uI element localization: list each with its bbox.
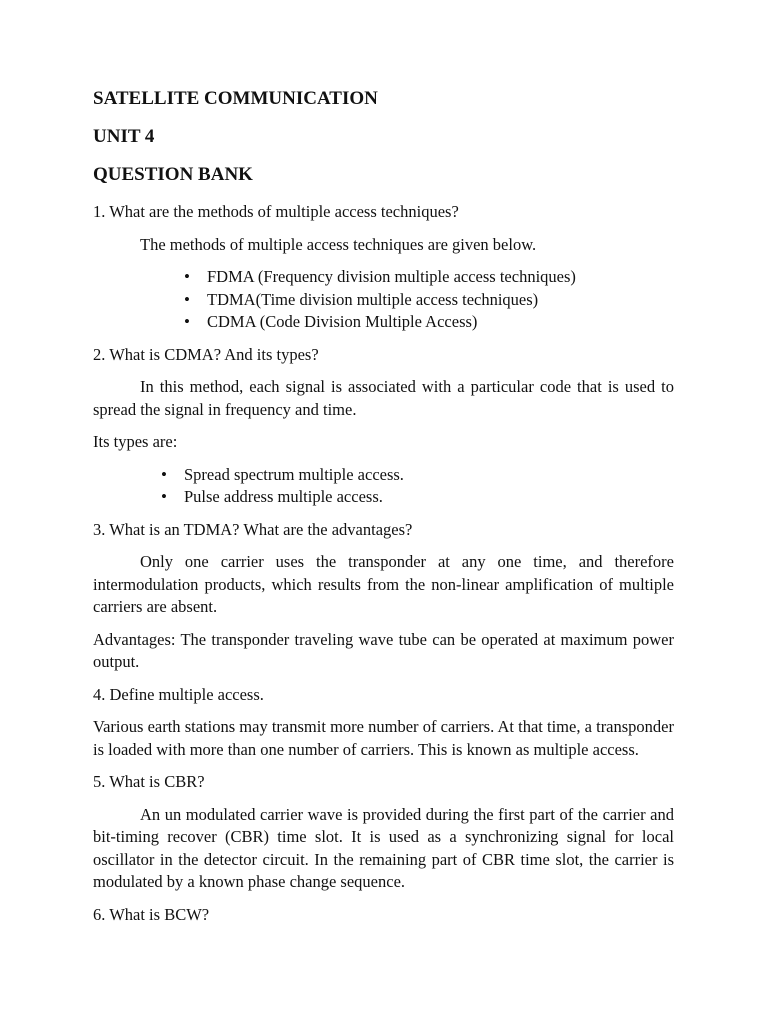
question-3: 3. What is an TDMA? What are the advantages?	[93, 519, 413, 539]
answer-3: Only one carrier uses the transponder at any one time, and therefore intermodulation products, which results from the non-linear amplification of multiple carriers are absent.	[93, 552, 674, 616]
list-item: • CDMA (Code Division Multiple Access)	[207, 311, 674, 334]
answer-1-intro: The methods of multiple access techniques are given below.	[140, 234, 537, 254]
section-heading: QUESTION BANK	[93, 164, 253, 185]
answer-3-advantages: Advantages: The transponder traveling wave tube can be operated at maximum power output.	[93, 629, 674, 671]
question-4: 4. Define multiple access.	[93, 684, 264, 704]
unit-heading: UNIT 4	[93, 126, 155, 147]
list-item: • TDMA(Time division multiple access techniques)	[207, 289, 674, 312]
answer-2: In this method, each signal is associated with a particular code that is used to spread the signal in frequency and time.	[93, 377, 674, 419]
answer-2-list	[93, 464, 674, 509]
question-2: 2. What is CDMA? And its types?	[93, 344, 319, 364]
question-1: 1. What are the methods of multiple access techniques?	[93, 202, 459, 221]
answer-2-types-label: Its types are:	[93, 432, 178, 451]
answer-4: Various earth stations may transmit more number of carriers. At that time, a transponder is loaded with more than one number of carriers. This is known as multiple access.	[93, 717, 674, 759]
list-item: • FDMA (Frequency division multiple access techniques)	[207, 266, 674, 289]
list-item: • Spread spectrum multiple access.	[184, 464, 674, 487]
answer-5: An un modulated carrier wave is provided during the first part of the carrier and bit-timing recover (CBR) time slot. It is used as a synchronizing signal for local oscillator in the detector circuit. In the remaining part of CBR time slot, the carrier is modulated by a known phase change sequence.	[93, 804, 674, 891]
list-item: • Pulse address multiple access.	[184, 486, 674, 509]
answer-1-list	[93, 266, 674, 334]
question-5: 5. What is CBR?	[93, 772, 205, 791]
document-title: SATELLITE COMMUNICATION	[93, 88, 378, 109]
document-body	[93, 87, 674, 936]
question-6: 6. What is BCW?	[93, 904, 210, 924]
